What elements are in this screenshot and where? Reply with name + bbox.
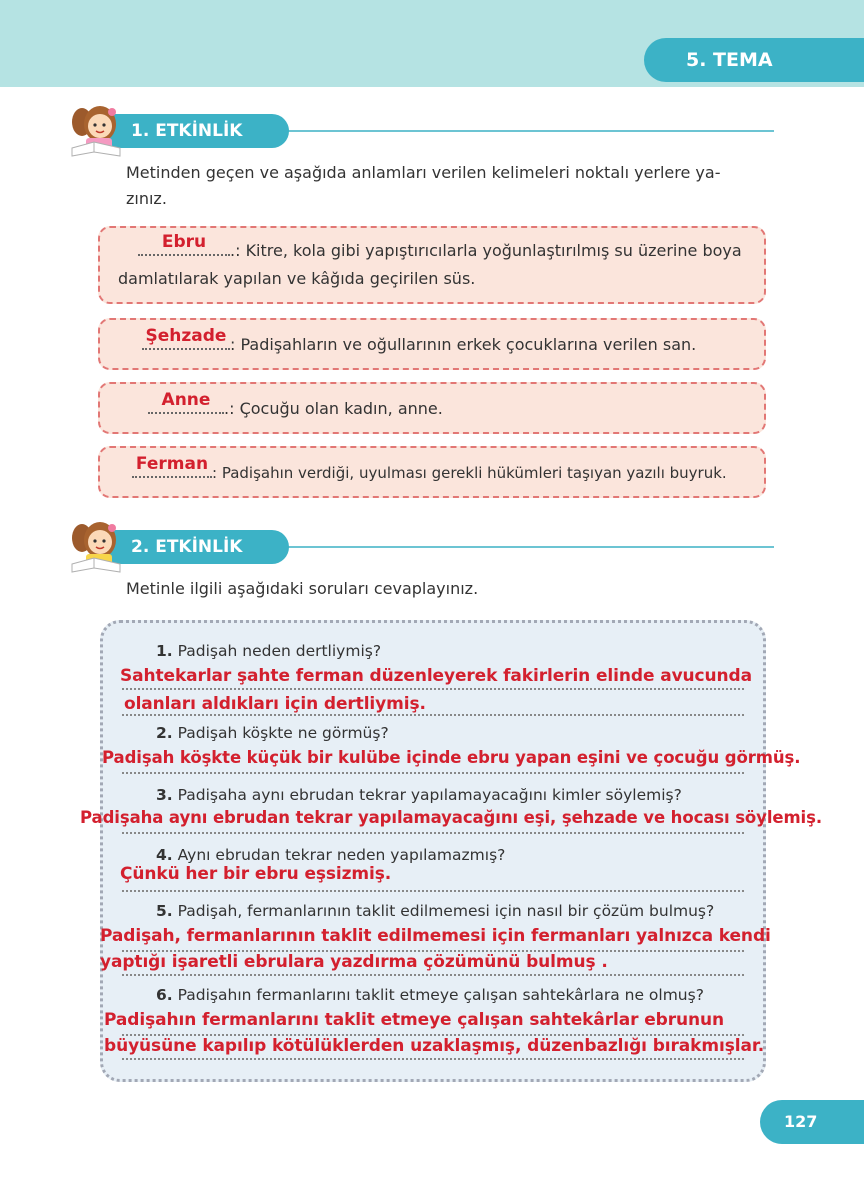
answer-dotted-line	[122, 688, 744, 690]
definition-box	[98, 318, 766, 370]
handwritten-answer: Anne	[161, 390, 211, 410]
answer-6-line-1: Padişahın fermanlarını taklit etmeye çalışan sahtekârlar ebrunun	[104, 1010, 725, 1030]
handwritten-answer: Ferman	[135, 454, 209, 474]
handwritten-answer: Şehzade	[145, 326, 227, 346]
definition-box	[98, 382, 766, 434]
question-number: 3.	[156, 786, 173, 804]
question-text: Padişah köşkte ne görmüş?	[177, 724, 389, 742]
answer-2-line-1: Padişah köşkte küçük bir kulübe içinde ebru yapan eşini ve çocuğu görmüş.	[102, 748, 801, 767]
question-number: 5.	[156, 902, 173, 920]
definition-row	[118, 454, 746, 492]
question-number: 4.	[156, 846, 173, 864]
definition-box	[98, 446, 766, 498]
header-rule	[279, 546, 774, 548]
instruction-line: zınız.	[126, 189, 167, 208]
activity1-header	[64, 100, 774, 164]
theme-tab: 5. TEMA	[644, 38, 864, 82]
question-number: 6.	[156, 986, 173, 1004]
answer-6-line-2: büyüsüne kapılıp kötülüklerden uzaklaşmış, düzenbazlığı bırakmışlar.	[104, 1036, 765, 1056]
activity1-instruction	[126, 160, 766, 212]
question-text: Aynı ebrudan tekrar neden yapılamazmış?	[177, 846, 506, 864]
question-number: 1.	[156, 642, 173, 660]
question-5	[156, 902, 714, 920]
girl-reading-icon	[64, 102, 126, 160]
answer-dotted-line	[122, 1058, 744, 1060]
definition-text: .: Çocuğu olan kadın, anne.	[224, 399, 443, 418]
definition-text: .: Kitre, kola gibi yapıştırıcılarla yoğunlaştırılmış su üzerine boya	[230, 241, 742, 260]
instruction-line: Metinden geçen ve aşağıda anlamları verilen kelimeleri noktalı yerlere ya-	[126, 163, 721, 182]
girl-reading-icon	[64, 518, 126, 576]
question-text: Padişah neden dertliymiş?	[177, 642, 382, 660]
activity2-instruction: Metinle ilgili aşağıdaki soruları cevaplayınız.	[126, 579, 479, 598]
activity2-header	[64, 516, 774, 580]
answer-4-line-1: Çünkü her bir ebru eşsizmiş.	[120, 864, 392, 884]
answer-3-line-1: Padişaha aynı ebrudan tekrar yapılamayacağını eşi, şehzade ve hocası söylemiş.	[80, 808, 822, 827]
header-rule	[279, 130, 774, 132]
answer-blank[interactable]	[138, 234, 230, 256]
definition-box	[98, 226, 766, 304]
activity2-title: 2. ETKİNLİK	[109, 530, 289, 564]
definition-text: : Padişahın verdiği, uyulması gerekli hükümleri taşıyan yazılı buyruk.	[212, 464, 727, 482]
answer-blank[interactable]	[132, 456, 212, 478]
answer-5-line-2: yaptığı işaretli ebrulara yazdırma çözümünü bulmuş .	[100, 952, 608, 972]
question-number: 2.	[156, 724, 173, 742]
handwritten-answer: Ebru	[161, 232, 207, 252]
question-3	[156, 786, 682, 804]
definition-text: : Padişahların ve oğullarının erkek çocuklarına verilen san.	[230, 335, 697, 354]
question-4	[156, 846, 505, 864]
question-6	[156, 986, 704, 1004]
answer-1-line-2: olanları aldıkları için dertliymiş.	[124, 694, 426, 714]
answer-5-line-1: Padişah, fermanlarının taklit edilmemesi için fermanları yalnızca kendi	[100, 926, 771, 946]
question-text: Padişaha aynı ebrudan tekrar yapılamayacağını kimler söylemiş?	[177, 786, 682, 804]
definition-row	[118, 234, 746, 265]
definition-row	[118, 390, 746, 428]
answer-dotted-line	[122, 974, 744, 976]
definition-text: damlatılarak yapılan ve kâğıda geçirilen süs.	[118, 269, 476, 288]
page-number: 127	[760, 1100, 864, 1144]
answer-1-line-1: Sahtekarlar şahte ferman düzenleyerek fakirlerin elinde avucunda	[120, 666, 752, 686]
answer-dotted-line	[122, 832, 744, 834]
question-1	[156, 642, 381, 660]
answer-blank[interactable]	[148, 392, 224, 414]
question-text: Padişah, fermanlarının taklit edilmemesi için nasıl bir çözüm bulmuş?	[177, 902, 715, 920]
answer-dotted-line	[122, 890, 744, 892]
answer-blank[interactable]	[142, 328, 230, 350]
activity1-title: 1. ETKİNLİK	[109, 114, 289, 148]
question-2	[156, 724, 389, 742]
definition-row	[118, 326, 746, 364]
question-text: Padişahın fermanlarını taklit etmeye çalışan sahtekârlara ne olmuş?	[177, 986, 704, 1004]
answer-dotted-line	[122, 714, 744, 716]
answer-dotted-line	[122, 772, 744, 774]
